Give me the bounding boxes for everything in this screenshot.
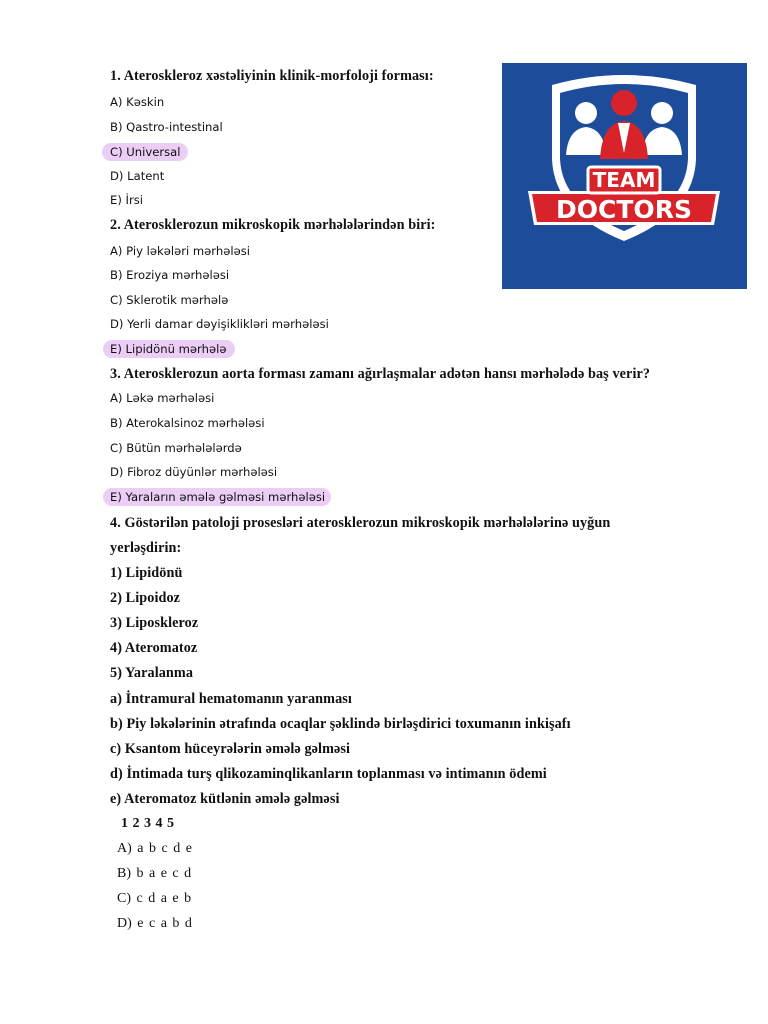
logo-graphic [502,63,747,289]
q2-option-b: B) Eroziya mərhələsi [110,268,230,282]
q4-stage-5: 5) Yaralanma [110,665,194,681]
q2-option-d: D) Yerli damar dəyişiklikləri mərhələsi [110,317,329,331]
q1-option-e: E) İrsi [110,193,143,207]
q4-stage-2: 2) Lipoidoz [110,590,181,606]
q4-stage-3: 3) Liposkleroz [110,615,199,631]
q4-option-c: C) c d a e b [117,891,192,906]
q1-option-b: B) Qastro-intestinal [110,120,223,134]
q4-option-a: A) a b c d e [117,841,192,856]
q2-option-e: E) Lipidönü mərhələ [110,342,227,356]
question-4-title-line1: 4. Göstərilən patoloji prosesləri aterosklerozun mikroskopik mərhələlərinə uyğun [110,515,611,531]
q4-option-b: B) b a e c d [117,866,192,881]
q4-process-d: d) İntimada turş qlikozaminqlikanların toplanması və intimanın ödemi [110,766,547,782]
question-3-title: 3. Aterosklerozun aorta forması zamanı ağırlaşmalar adətən hansı mərhələdə baş verir? [110,366,651,382]
q3-option-d: D) Fibroz düyünlər mərhələsi [110,465,278,479]
team-doctors-logo [502,63,747,289]
question-4-title-line2: yerləşdirin: [110,540,182,556]
q4-process-e: e) Ateromatoz kütlənin əmələ gəlməsi [110,791,340,807]
q3-option-e: E) Yaraların əmələ gəlməsi mərhələsi [110,490,326,504]
q1-option-c: C) Universal [110,145,181,159]
q3-option-a: A) Ləkə mərhələsi [110,391,215,405]
q2-option-a: A) Piy ləkələri mərhələsi [110,244,250,258]
question-2-title: 2. Aterosklerozun mikroskopik mərhələlərindən biri: [110,217,436,233]
q4-stage-4: 4) Ateromatoz [110,640,198,656]
q4-answer-header: 1 2 3 4 5 [121,816,174,831]
q1-option-a: A) Kəskin [110,95,165,109]
q4-process-a: a) İntramural hematomanın yaranması [110,691,352,707]
q4-process-b: b) Piy ləkələrinin ətrafında ocaqlar şəklində birləşdirici toxumanın inkişafı [110,716,571,732]
q4-option-d: D) e c a b d [117,916,192,931]
q2-option-c: C) Sklerotik mərhələ [110,293,229,307]
logo-text-team: TEAM [592,168,656,192]
q3-option-b: B) Aterokalsinoz mərhələsi [110,416,265,430]
q3-option-c: C) Bütün mərhələlərdə [110,441,242,455]
q4-process-c: c) Ksantom hüceyrələrin əmələ gəlməsi [110,741,351,757]
q1-option-d: D) Latent [110,169,165,183]
logo-text-doctors: DOCTORS [556,195,692,224]
q4-stage-1: 1) Lipidönü [110,565,183,581]
question-1-title: 1. Ateroskleroz xəstəliyinin klinik-morfoloji forması: [110,68,434,84]
